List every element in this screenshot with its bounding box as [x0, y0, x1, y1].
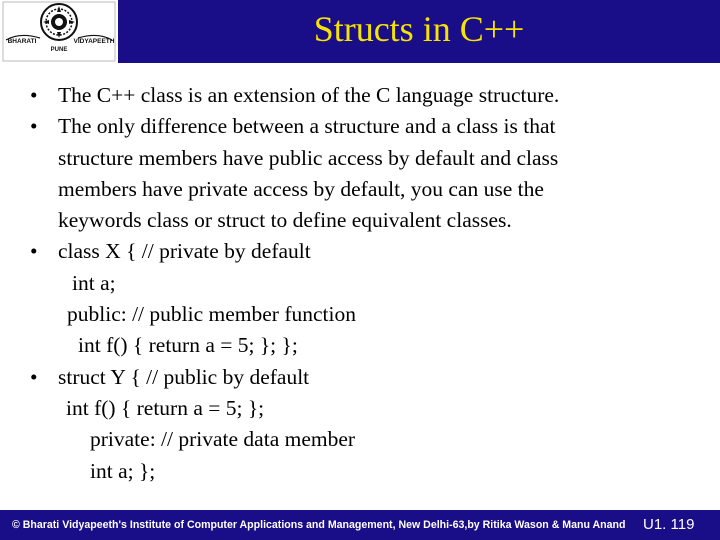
bullet-marker: • [30, 114, 38, 139]
line-text: keywords class or struct to define equivalent classes. [58, 208, 512, 233]
slide-title: Structs in C++ [313, 9, 525, 49]
line-text: private: // private data member [90, 427, 356, 452]
line-text: int a; }; [90, 458, 156, 483]
line-text: int a; [72, 270, 116, 295]
logo [0, 0, 118, 63]
bullet-line [30, 362, 710, 393]
bullet-line [30, 111, 710, 142]
line-text: The only difference between a structure and a class is that [58, 114, 556, 139]
footer-bar [0, 510, 720, 540]
slide-body [30, 80, 710, 487]
bullet-marker: • [30, 364, 38, 389]
line-text: The C++ class is an extension of the C language structure. [58, 83, 560, 107]
page-number: U1. 119 [643, 516, 695, 533]
bullet-line [30, 330, 710, 361]
header-bar [0, 0, 720, 63]
bullet-line [30, 424, 710, 455]
line-text: int f() { return a = 5; }; }; [78, 333, 298, 358]
bullet-line [30, 393, 710, 424]
bullet-line [30, 268, 710, 299]
bullet-marker: • [30, 83, 38, 107]
logo-bottom-text: PUNE [50, 47, 68, 53]
bullet-line [30, 143, 710, 174]
logo-left-text: BHARATI [7, 38, 37, 45]
line-text: int f() { return a = 5; }; [66, 395, 265, 420]
bullet-marker: • [30, 239, 38, 264]
bullet-line [30, 299, 710, 330]
line-text: class X { // private by default [58, 239, 311, 264]
bullet-line [30, 456, 710, 487]
logo-right-text: VIDYAPEETH [73, 38, 115, 45]
line-text: public: // public member function [67, 302, 356, 327]
line-text: structure members have public access by default and class [58, 145, 559, 170]
bullet-line [30, 174, 710, 205]
bullet-line [30, 236, 710, 267]
bullet-line [30, 80, 710, 111]
bullet-line [30, 205, 710, 236]
bharati-vidyapeeth-seal-icon [0, 0, 118, 63]
line-text: struct Y { // public by default [58, 364, 310, 389]
footer-credit: © Bharati Vidyapeeth's Institute of Computer Applications and Management, New Delhi-63,by Ritika Wason & Manu Anand [12, 519, 626, 531]
line-text: members have private access by default, you can use the [58, 176, 544, 201]
